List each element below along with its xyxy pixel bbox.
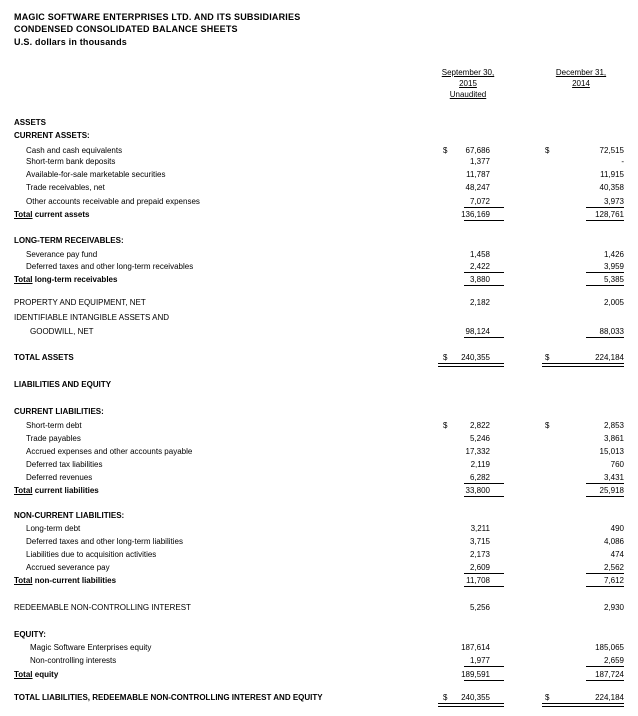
value-sep-2015: 33,800 [465, 486, 490, 495]
currency-symbol: $ [545, 146, 550, 155]
row-label: TOTAL LIABILITIES, REDEEMABLE NON-CONTROLLING INTEREST AND EQUITY [14, 693, 323, 702]
underline-rule [586, 573, 624, 574]
currency-symbol: $ [545, 353, 550, 362]
value-sep-2015: 2,822 [469, 421, 490, 430]
value-dec-2014: 224,184 [595, 353, 624, 362]
value-sep-2015: 2,422 [469, 262, 490, 271]
row-label: Accrued expenses and other accounts payable [26, 447, 193, 456]
row-label: EQUITY: [14, 630, 46, 639]
value-sep-2015: 48,247 [465, 183, 490, 192]
value-sep-2015: 11,787 [466, 170, 490, 179]
row-label: Severance pay fund [26, 250, 98, 259]
value-dec-2014: 760 [610, 460, 624, 469]
value-sep-2015: 3,715 [469, 537, 490, 546]
value-sep-2015: 98,124 [465, 327, 490, 336]
underline-rule [464, 220, 504, 221]
underline-rule [464, 666, 504, 667]
double-underline-rule [438, 363, 504, 367]
underline-rule [586, 496, 624, 497]
row-label: Trade payables [26, 434, 81, 443]
row-label: Accrued severance pay [26, 563, 110, 572]
row-label: Deferred taxes and other long-term receivables [26, 262, 194, 271]
column-header-dec-2014 [543, 67, 619, 89]
row-label: Deferred revenues [26, 473, 93, 482]
table-row [0, 656, 638, 668]
value-sep-2015: 1,377 [469, 157, 490, 166]
underline-rule [586, 337, 624, 338]
table-row [0, 157, 638, 169]
table-row [0, 693, 638, 705]
statement-title: CONDENSED CONSOLIDATED BALANCE SHEETS [14, 24, 238, 34]
value-dec-2014: 3,431 [603, 473, 624, 482]
underline-rule [464, 207, 504, 208]
column-header-line: Unaudited [449, 90, 487, 99]
row-label: Total non-current liabilities [14, 576, 117, 585]
value-dec-2014: 2,005 [603, 298, 624, 307]
underline-rule [586, 666, 624, 667]
value-sep-2015: 240,355 [461, 693, 490, 702]
value-dec-2014: 15,013 [599, 447, 624, 456]
value-dec-2014: 72,515 [599, 146, 624, 155]
row-label: Long-term debt [26, 524, 81, 533]
currency-symbol: $ [443, 421, 448, 430]
value-dec-2014: 3,959 [603, 262, 624, 271]
value-sep-2015: 1,458 [469, 250, 490, 259]
table-row [0, 313, 638, 325]
value-dec-2014: 2,853 [603, 421, 624, 430]
underline-rule [464, 285, 504, 286]
row-label: Short-term debt [26, 421, 82, 430]
table-row [0, 603, 638, 615]
row-label: Total current assets [14, 210, 90, 219]
row-label: Total long-term receivables [14, 275, 118, 284]
underline-rule [586, 483, 624, 484]
value-dec-2014: 1,426 [603, 250, 624, 259]
row-label: IDENTIFIABLE INTANGIBLE ASSETS AND [14, 313, 170, 322]
value-sep-2015: 189,591 [461, 670, 490, 679]
column-header-sep-2015 [432, 67, 504, 100]
row-label: Total equity [14, 670, 59, 679]
table-row [0, 197, 638, 209]
row-label: REDEEMABLE NON-CONTROLLING INTEREST [14, 603, 191, 612]
value-dec-2014: 3,861 [603, 434, 624, 443]
value-dec-2014: 3,973 [603, 197, 624, 206]
row-label: TOTAL ASSETS [14, 353, 74, 362]
value-dec-2014: 490 [610, 524, 624, 533]
table-row [0, 670, 638, 682]
value-sep-2015: 17,332 [465, 447, 490, 456]
value-dec-2014: 40,358 [599, 183, 624, 192]
value-sep-2015: 2,173 [469, 550, 490, 559]
row-label: LONG-TERM RECEIVABLES: [14, 236, 124, 245]
row-label: CURRENT LIABILITIES: [14, 407, 104, 416]
table-row [0, 275, 638, 287]
currency-symbol: $ [443, 693, 448, 702]
row-label: Short-term bank deposits [26, 157, 116, 166]
row-label: Cash and cash equivalents [26, 146, 123, 155]
value-dec-2014: 88,033 [599, 327, 624, 336]
table-row [0, 511, 638, 523]
underline-rule [464, 680, 504, 681]
table-row [0, 236, 638, 248]
underline-rule [464, 496, 504, 497]
table-row [0, 460, 638, 472]
row-label: Deferred taxes and other long-term liabilities [26, 537, 183, 546]
table-row [0, 434, 638, 446]
column-header-line: September 30, [441, 68, 495, 77]
table-row [0, 380, 638, 392]
table-row [0, 353, 638, 365]
value-sep-2015: 5,246 [469, 434, 490, 443]
value-dec-2014: 224,184 [595, 693, 624, 702]
value-sep-2015: 7,072 [469, 197, 490, 206]
value-dec-2014: 5,385 [603, 275, 624, 284]
row-label: Available-for-sale marketable securities [26, 170, 166, 179]
table-row [0, 407, 638, 419]
row-label: CURRENT ASSETS: [14, 131, 90, 140]
row-label: Magic Software Enterprises equity [30, 643, 152, 652]
underline-rule [586, 680, 624, 681]
currency-symbol: $ [545, 693, 550, 702]
table-row [0, 630, 638, 642]
value-dec-2014: 185,065 [595, 643, 624, 652]
underline-rule [586, 220, 624, 221]
row-label: Liabilities due to acquisition activities [26, 550, 157, 559]
value-dec-2014: 474 [610, 550, 624, 559]
table-row [0, 550, 638, 562]
value-dec-2014: 7,612 [603, 576, 624, 585]
row-label: LIABILITIES AND EQUITY [14, 380, 112, 389]
underline-rule [464, 483, 504, 484]
currency-symbol: $ [443, 146, 448, 155]
underline-rule [586, 586, 624, 587]
underline-rule [586, 272, 624, 273]
table-row [0, 183, 638, 195]
value-sep-2015: 67,686 [465, 146, 490, 155]
value-sep-2015: 240,355 [461, 353, 490, 362]
value-sep-2015: 2,182 [469, 298, 490, 307]
table-row [0, 576, 638, 588]
row-label: ASSETS [14, 118, 47, 127]
value-sep-2015: 136,169 [461, 210, 490, 219]
row-label: Non-controlling interests [30, 656, 117, 665]
table-row [0, 298, 638, 310]
table-row [0, 421, 638, 433]
underline-rule [464, 272, 504, 273]
column-header-line: 2014 [572, 79, 590, 88]
column-header-line: December 31, [555, 68, 607, 77]
underline-rule [586, 207, 624, 208]
table-row [0, 327, 638, 339]
double-underline-rule [542, 363, 624, 367]
currency-note: U.S. dollars in thousands [14, 37, 128, 47]
value-dec-2014: 2,659 [603, 656, 624, 665]
table-row [0, 118, 638, 130]
company-name: MAGIC SOFTWARE ENTERPRISES LTD. AND ITS SUBSIDIARIES [14, 12, 301, 22]
value-dec-2014: 11,915 [600, 170, 624, 179]
currency-symbol: $ [443, 353, 448, 362]
double-underline-rule [438, 703, 504, 707]
column-header-line: 2015 [459, 79, 477, 88]
value-sep-2015: 3,880 [469, 275, 490, 284]
table-row [0, 170, 638, 182]
row-label: Other accounts receivable and prepaid expenses [26, 197, 200, 206]
table-row [0, 473, 638, 485]
value-dec-2014: 187,724 [595, 670, 624, 679]
value-sep-2015: 6,282 [469, 473, 490, 482]
value-sep-2015: 3,211 [470, 524, 490, 533]
value-sep-2015: 1,977 [469, 656, 490, 665]
table-row [0, 563, 638, 575]
value-dec-2014: 4,086 [603, 537, 624, 546]
value-sep-2015: 11,708 [466, 576, 490, 585]
table-row [0, 210, 638, 222]
row-label: NON-CURRENT LIABILITIES: [14, 511, 125, 520]
value-dec-2014: - [621, 157, 624, 166]
table-row [0, 524, 638, 536]
value-dec-2014: 128,761 [595, 210, 624, 219]
value-sep-2015: 2,119 [470, 460, 490, 469]
value-dec-2014: 2,930 [603, 603, 624, 612]
value-sep-2015: 5,256 [469, 603, 490, 612]
underline-rule [464, 573, 504, 574]
row-label: GOODWILL, NET [30, 327, 94, 336]
table-row [0, 643, 638, 655]
row-label: Trade receivables, net [26, 183, 105, 192]
table-row [0, 250, 638, 262]
row-label: PROPERTY AND EQUIPMENT, NET [14, 298, 146, 307]
table-row [0, 486, 638, 498]
underline-rule [464, 586, 504, 587]
value-dec-2014: 25,918 [599, 486, 624, 495]
underline-rule [464, 337, 504, 338]
value-dec-2014: 2,562 [603, 563, 624, 572]
row-label: Deferred tax liabilities [26, 460, 103, 469]
table-row [0, 447, 638, 459]
value-sep-2015: 187,614 [461, 643, 490, 652]
underline-rule [586, 285, 624, 286]
row-label: Total current liabilities [14, 486, 99, 495]
currency-symbol: $ [545, 421, 550, 430]
table-row [0, 131, 638, 143]
value-sep-2015: 2,609 [469, 563, 490, 572]
table-row [0, 262, 638, 274]
double-underline-rule [542, 703, 624, 707]
table-row [0, 537, 638, 549]
